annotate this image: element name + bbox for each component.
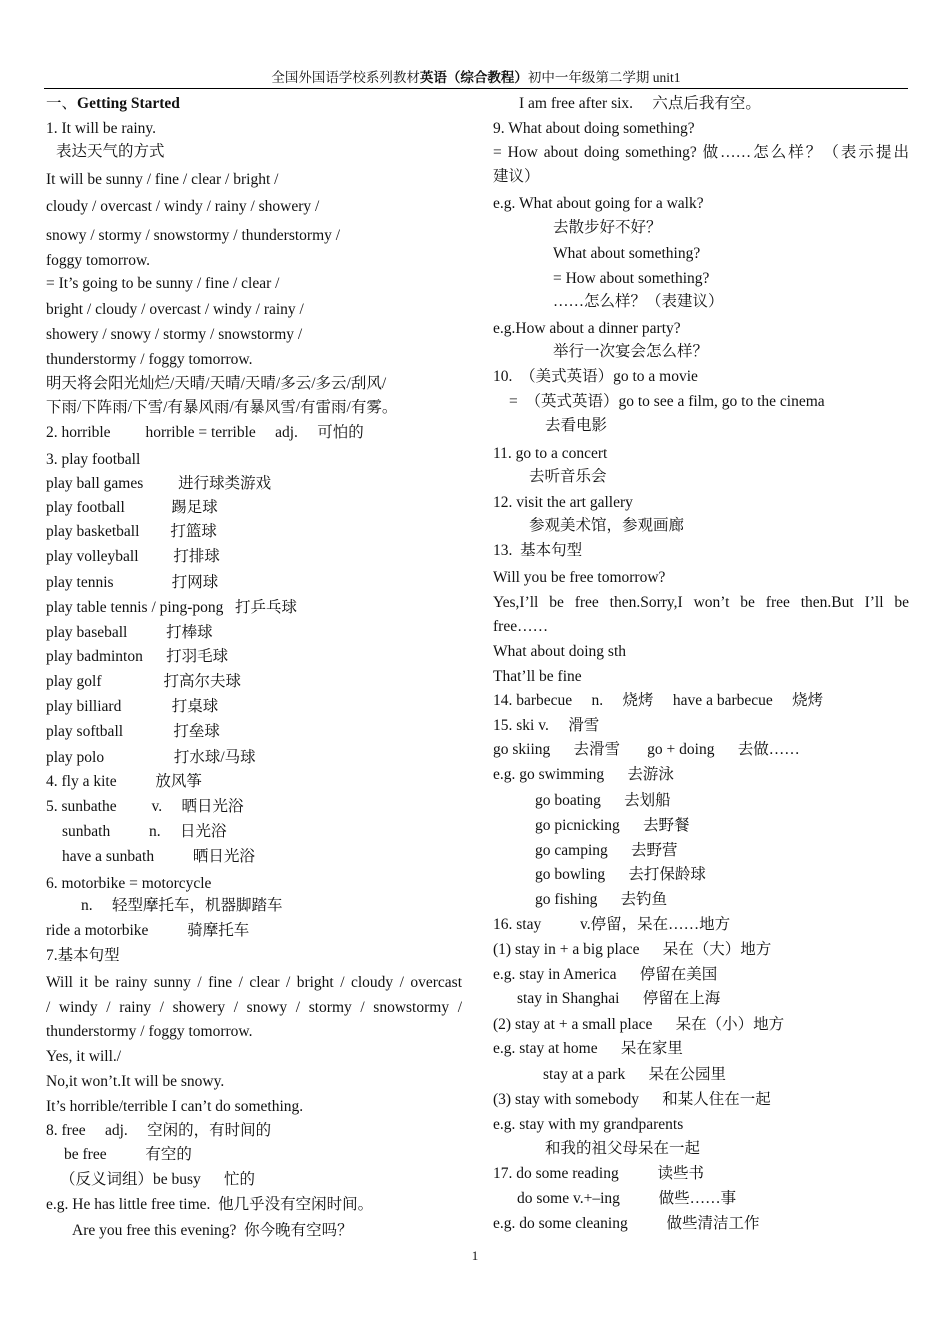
text-line: go skiing 去滑雪 go + doing 去做……: [493, 741, 800, 758]
text-line: (2) stay at + a small place 呆在（小）地方: [493, 1016, 785, 1033]
text-line: 下雨/下阵雨/下雪/有暴风雨/有暴风雪/有雷雨/有雾。: [46, 399, 398, 416]
page-number: 1: [471, 1248, 479, 1263]
text-line: Will it be rainy sunny / fine / clear / bright / cloudy / overcast: [46, 974, 462, 991]
text-line: Yes,I’ll be free then.Sorry,I won’t be free then.But I’ll be: [493, 594, 909, 611]
text-line: do some v.+–ing 做些……事: [517, 1190, 737, 1207]
text-line: 5. sunbathe v. 晒日光浴: [46, 798, 244, 815]
text-line: No,it won’t.It will be snowy.: [46, 1073, 225, 1090]
text-line: stay at a park 呆在公园里: [543, 1066, 726, 1083]
section-title: Getting Started: [77, 95, 180, 112]
text-line: foggy tomorrow.: [46, 252, 151, 269]
text-line: play golf 打高尔夫球: [46, 673, 242, 690]
text-line: e.g. stay with my grandparents: [493, 1116, 684, 1133]
text-line: 去听音乐会: [529, 468, 607, 485]
text-line: 表达天气的方式: [56, 143, 165, 160]
text-line: = （英式英语）go to see a film, go to the cinema: [509, 393, 825, 410]
text-line: 3. play football: [46, 451, 141, 468]
header-grade: 初中一年级第二学期 unit1: [527, 70, 681, 85]
text-line: It’s horrible/terrible I can’t do something.: [46, 1098, 304, 1115]
text-line: have a sunbath 晒日光浴: [62, 848, 255, 865]
text-line: 4. fly a kite 放风筝: [46, 773, 202, 790]
text-line: e.g.How about a dinner party?: [493, 320, 681, 337]
text-line: e.g. stay in America 停留在美国: [493, 966, 718, 983]
text-line: 建议）: [493, 168, 540, 185]
text-line: (1) stay in + a big place 呆在（大）地方: [493, 941, 772, 958]
text-line: = It’s going to be sunny / fine / clear /: [46, 275, 280, 292]
text-line: e.g. What about going for a walk?: [493, 195, 704, 212]
text-line: bright / cloudy / overcast / windy / rainy /: [46, 301, 304, 318]
text-line: thunderstormy / foggy tomorrow.: [46, 351, 253, 368]
text-line: e.g. He has little free time. 他几乎没有空闲时间。: [46, 1196, 374, 1213]
text-line: What about something?: [553, 245, 701, 262]
text-line: 参观美术馆，参观画廊: [529, 517, 685, 534]
text-line: play basketball 打篮球: [46, 523, 217, 540]
text-line: [46, 92, 462, 116]
text-line: 2. horrible horrible = terrible adj. 可怕的: [46, 424, 364, 441]
text-line: ride a motorbike 骑摩托车: [46, 922, 250, 939]
text-line: Are you free this evening? 你今晚有空吗？: [72, 1222, 353, 1239]
text-line: sunbath n. 日光浴: [62, 823, 227, 840]
text-line: (3) stay with somebody 和某人住在一起: [493, 1091, 771, 1108]
text-line: I am free after six. 六点后我有空。: [519, 95, 761, 112]
text-line: 17. do some reading 读些书: [493, 1165, 704, 1182]
text-line: showery / snowy / stormy / snowstormy /: [46, 326, 303, 343]
text-line: thunderstormy / foggy tomorrow.: [46, 1023, 253, 1040]
text-line: ……怎么样？（表建议）: [553, 293, 724, 310]
text-line: play baseball 打棒球: [46, 624, 213, 641]
text-line: Yes, it will./: [46, 1048, 122, 1065]
text-line: 13. 基本句型: [493, 542, 583, 559]
text-line: go bowling 去打保龄球: [535, 866, 706, 883]
text-line: play ball games 进行球类游戏: [46, 475, 272, 492]
text-line: snowy / stormy / snowstormy / thunderstormy /: [46, 227, 341, 244]
text-line: Will you be free tomorrow?: [493, 569, 666, 586]
text-line: 7.基本句型: [46, 947, 120, 964]
text-line: That’ll be fine: [493, 668, 582, 685]
text-line: 和我的祖父母呆在一起: [545, 1140, 701, 1157]
text-line: play football 踢足球: [46, 499, 218, 516]
text-line: be free 有空的: [64, 1146, 192, 1163]
text-line: 明天将会阳光灿烂/天晴/天晴/天晴/多云/多云/刮风/: [46, 375, 387, 392]
text-line: go picnicking 去野餐: [535, 817, 690, 834]
text-line: play table tennis / ping-pong 打乒乓球: [46, 599, 297, 616]
text-line: play polo 打水球/马球: [46, 749, 256, 766]
text-line: play billiard 打桌球: [46, 698, 219, 715]
text-line: = How about something?: [553, 270, 710, 287]
text-line: stay in Shanghai 停留在上海: [517, 990, 721, 1007]
text-line: go camping 去野营: [535, 842, 678, 859]
text-line: play softball 打垒球: [46, 723, 220, 740]
text-line: e.g. do some cleaning 做些清洁工作: [493, 1215, 760, 1232]
text-line: What about doing sth: [493, 643, 627, 660]
text-line: / windy / rainy / showery / snowy / stormy / snowstormy /: [46, 999, 462, 1016]
text-line: 6. motorbike = motorcycle: [46, 875, 212, 892]
text-line: cloudy / overcast / windy / rainy / showery /: [46, 198, 320, 215]
text-line: free……: [493, 618, 549, 635]
text-line: 14. barbecue n. 烧烤 have a barbecue 烧烤: [493, 692, 824, 709]
text-line: play tennis 打网球: [46, 574, 219, 591]
text-line: go boating 去划船: [535, 792, 671, 809]
text-line: 11. go to a concert: [493, 445, 608, 462]
text-line: 举行一次宴会怎么样？: [553, 343, 709, 360]
header-series: 全国外国语学校系列教材: [271, 70, 420, 85]
text-line: e.g. go swimming 去游泳: [493, 766, 674, 783]
text-line: 9. What about doing something?: [493, 120, 695, 137]
header-book: 英语（综合教程）: [419, 70, 528, 85]
text-line: go fishing 去钓鱼: [535, 891, 668, 908]
text-line: 15. ski v. 滑雪: [493, 717, 600, 734]
text-line: n. 轻型摩托车，机器脚踏车: [81, 897, 283, 914]
section-number: 一、: [46, 95, 78, 112]
text-line: = How about doing something? 做……怎么样？（表示提出: [493, 144, 909, 161]
page-header: [44, 68, 908, 88]
text-line: It will be sunny / fine / clear / bright /: [46, 171, 279, 188]
text-line: 12. visit the art gallery: [493, 494, 633, 511]
text-line: 去看电影: [545, 417, 608, 434]
text-line: 1. It will be rainy.: [46, 120, 157, 137]
header-rule: [44, 88, 908, 89]
text-line: 8. free adj. 空闲的，有时间的: [46, 1122, 272, 1139]
text-line: （反义词组）be busy 忙的: [60, 1171, 256, 1188]
text-line: 去散步好不好？: [553, 219, 662, 236]
text-line: 10. （美式英语）go to a movie: [493, 368, 698, 385]
text-line: play volleyball 打排球: [46, 548, 220, 565]
text-line: e.g. stay at home 呆在家里: [493, 1040, 683, 1057]
text-line: 16. stay v.停留，呆在……地方: [493, 916, 731, 933]
text-line: play badminton 打羽毛球: [46, 648, 229, 665]
